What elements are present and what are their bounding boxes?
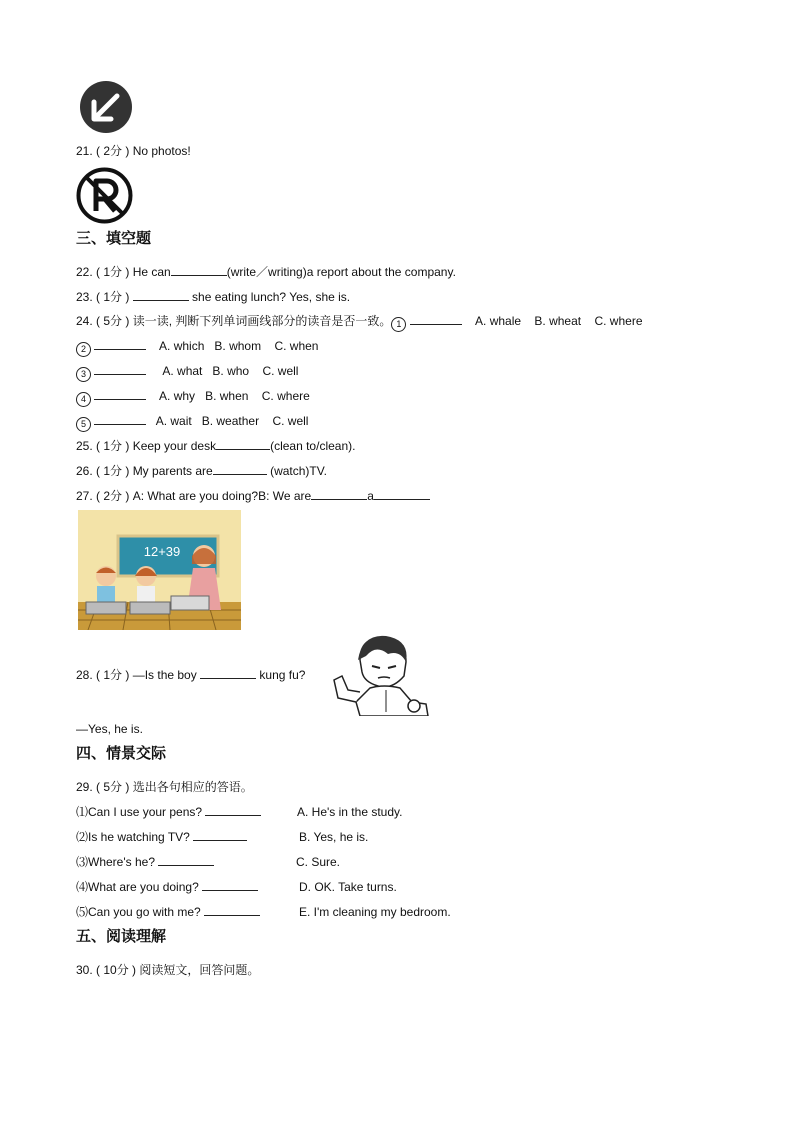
question-text: (watch)TV.: [266, 464, 327, 478]
match-answer-d: D. OK. Take turns.: [299, 880, 397, 894]
question-text: A: What are you doing?B: We are: [132, 489, 312, 503]
match-answer-c: C. Sure.: [296, 855, 341, 869]
answer-blank[interactable]: [94, 388, 146, 400]
answer-blank[interactable]: [205, 804, 261, 816]
answer-blank[interactable]: [200, 667, 256, 679]
answer-blank[interactable]: [94, 363, 146, 375]
circled-number: 5: [76, 417, 91, 432]
answer-blank[interactable]: [374, 488, 430, 500]
question-29: [76, 779, 253, 795]
kung-fu-boy-illustration: [330, 632, 430, 716]
question-24-item: [76, 413, 308, 432]
question-number: 28. ( 1分 ): [76, 668, 133, 682]
match-question-text: ⑷What are you doing?: [76, 880, 203, 894]
match-answer-e: E. I'm cleaning my bedroom.: [299, 905, 451, 919]
answer-blank[interactable]: [94, 413, 146, 425]
option-b: B. whom: [214, 339, 262, 353]
question-text: she eating lunch? Yes, she is.: [188, 290, 351, 304]
question-27: [76, 488, 430, 504]
section-heading-3: 三、填空题: [76, 229, 152, 247]
question-24: [76, 313, 643, 332]
answer-blank[interactable]: [410, 313, 462, 325]
section-heading-5: 五、阅读理解: [76, 927, 167, 945]
question-25: [76, 438, 355, 454]
answer-blank[interactable]: [193, 829, 247, 841]
option-c: C. well: [272, 414, 309, 428]
option-c: C. when: [274, 339, 319, 353]
question-text: No photos!: [132, 144, 191, 158]
match-question-4: [76, 879, 258, 895]
question-24-item: [76, 363, 298, 382]
no-parking-sign-icon: [76, 167, 133, 224]
question-number: 22. ( 1分 ): [76, 265, 133, 279]
down-left-arrow-sign-icon: [79, 80, 133, 134]
option-a: A. what: [162, 364, 203, 378]
option-b: B. weather: [201, 414, 260, 428]
match-answer-a: A. He's in the study.: [297, 805, 403, 819]
match-question-1: [76, 804, 261, 820]
question-24-item: [76, 338, 318, 357]
answer-blank[interactable]: [202, 879, 258, 891]
option-c: C. well: [262, 364, 299, 378]
question-instruction: 选出各句相应的答语。: [132, 780, 253, 794]
question-text: —Is the boy: [132, 668, 201, 682]
question-instruction: 读一读, 判断下列单词画线部分的读音是否一致。: [132, 314, 392, 328]
option-b: B. who: [212, 364, 250, 378]
question-number: 27. ( 2分 ): [76, 489, 133, 503]
circled-number: 2: [76, 342, 91, 357]
match-question-text: ⑶Where's he?: [76, 855, 159, 869]
question-text: a: [367, 489, 374, 503]
answer-blank[interactable]: [216, 438, 270, 450]
match-question-5: [76, 904, 260, 920]
question-number: 21. ( 2分 ): [76, 144, 133, 158]
question-24-item: [76, 388, 310, 407]
question-number: 25. ( 1分 ): [76, 439, 133, 453]
question-text: My parents are: [132, 464, 213, 478]
option-a: A. why: [159, 389, 196, 403]
answer-blank[interactable]: [311, 488, 367, 500]
question-number: 23. ( 1分 ): [76, 290, 133, 304]
option-b: B. when: [205, 389, 249, 403]
question-26: [76, 463, 327, 479]
option-c: C. where: [594, 314, 643, 328]
answer-blank[interactable]: [171, 264, 227, 276]
question-22: [76, 264, 456, 280]
match-question-3: [76, 854, 214, 870]
circled-number: 1: [391, 317, 406, 332]
circled-number: 4: [76, 392, 91, 407]
answer-blank[interactable]: [158, 854, 214, 866]
option-c: C. where: [261, 389, 310, 403]
question-number: 29. ( 5分 ): [76, 780, 133, 794]
question-23: [76, 289, 350, 305]
match-question-text: ⑵Is he watching TV?: [76, 830, 194, 844]
question-text: (clean to/clean).: [270, 439, 356, 453]
question-30: [76, 962, 259, 978]
option-a: A. which: [159, 339, 205, 353]
question-text: kung fu?: [256, 668, 306, 682]
answer-blank[interactable]: [133, 289, 189, 301]
question-28-answer: —Yes, he is.: [76, 722, 143, 736]
question-text: He can: [132, 265, 171, 279]
match-question-text: ⑸Can you go with me?: [76, 905, 205, 919]
option-a: A. wait: [155, 414, 192, 428]
question-text: Keep your desk: [132, 439, 217, 453]
question-21: [76, 143, 191, 159]
question-instruction: 阅读短文，回答问题。: [139, 963, 260, 977]
question-number: 24. ( 5分 ): [76, 314, 133, 328]
option-b: B. wheat: [534, 314, 582, 328]
question-28: [76, 667, 305, 683]
match-question-2: [76, 829, 247, 845]
classroom-illustration: [78, 510, 241, 630]
circled-number: 3: [76, 367, 91, 382]
question-number: 26. ( 1分 ): [76, 464, 133, 478]
match-question-text: ⑴Can I use your pens?: [76, 805, 206, 819]
match-answer-b: B. Yes, he is.: [299, 830, 369, 844]
blackboard-text: 12+39: [143, 544, 181, 559]
option-a: A. whale: [475, 314, 522, 328]
section-heading-4: 四、情景交际: [76, 744, 167, 762]
question-number: 30. ( 10分 ): [76, 963, 140, 977]
answer-blank[interactable]: [204, 904, 260, 916]
question-text: (write／writing)a report about the company.: [226, 265, 456, 279]
answer-blank[interactable]: [94, 338, 146, 350]
answer-blank[interactable]: [213, 463, 267, 475]
